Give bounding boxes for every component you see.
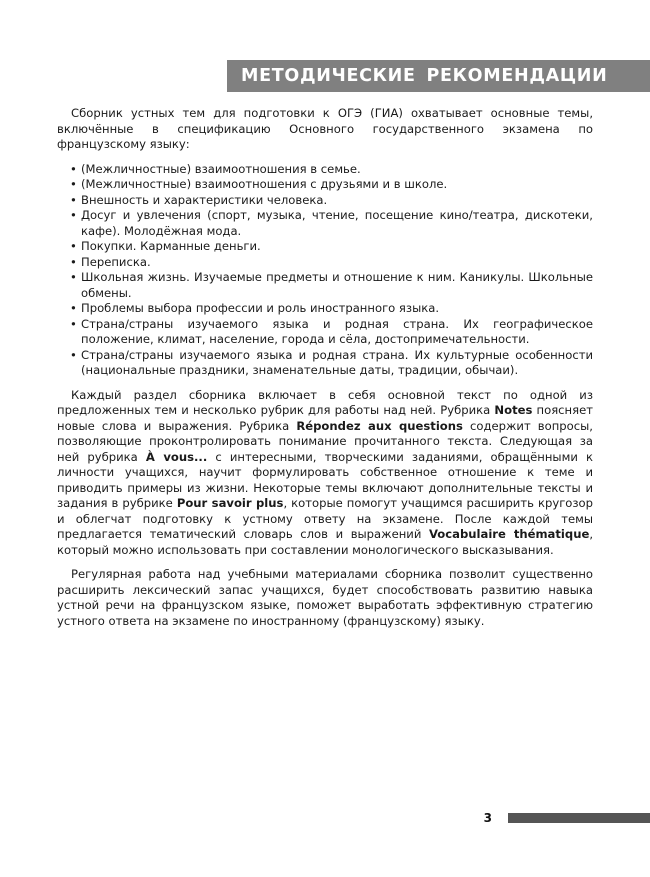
list-item — [57, 255, 593, 271]
list-item — [57, 301, 593, 317]
topic-text: • Страна/страны изучаемого языка и родная страна. Их культурные особенности (национальные праздники, знаменательные даты, традиции, обычаи). — [81, 347, 593, 377]
sections-text-1: Каждый раздел сборника включает в себя основной текст по одной из предложенных тем и несколько рубрик для работы над ней. Рубрика — [57, 387, 593, 417]
list-item — [57, 239, 593, 255]
topic-text: • (Межличностные) взаимоотношения в семье. — [81, 161, 361, 176]
topic-text: • Страна/страны изучаемого языка и родная страна. Их географическое положение, климат, население, города и сёла, достопримечательности. — [81, 316, 593, 346]
sections-text-3: содержит вопросы, позволяющие проконтролировать понимание прочитанного текста. Следующая за ней рубрика — [57, 418, 593, 464]
section-header-band — [227, 60, 650, 92]
sections-text-5: , которые помогут учащимся расширить кругозор и облегчат подготовку к устному ответу на экзамене. После каждой темы предлагается тематический словарь слов и выражений — [57, 496, 593, 541]
rubric-pour-savoir-plus: Pour savoir plus — [176, 496, 284, 510]
list-item — [57, 193, 593, 209]
page-footer — [0, 810, 650, 828]
closing-paragraph: Регулярная работа над учебными материалами сборника позволит существенно расширить лексический запас учащихся, будет способствовать развитию навыка устной речи на французском языке, поможет выработать эффективную стратегию устного ответа на экзамене по иностранному (французскому) языку. — [57, 567, 593, 628]
footer-decorative-bar — [508, 813, 650, 823]
rubric-a-vous: À vous... — [145, 449, 208, 464]
topic-text: • Покупки. Карманные деньги. — [81, 239, 261, 253]
page-title: МЕТОДИЧЕСКИЕ РЕКОМЕНДАЦИИ — [241, 66, 608, 86]
topic-text: • Школьная жизнь. Изучаемые предметы и отношение к ним. Каникулы. Школьные обмены. — [81, 270, 593, 300]
list-item — [57, 348, 593, 379]
document-content — [57, 106, 593, 629]
topic-text: • (Межличностные) взаимоотношения с друзьями и в школе. — [81, 177, 448, 191]
list-item — [57, 270, 593, 301]
topic-text: • Внешность и характеристики человека. — [81, 192, 328, 207]
sections-paragraph — [57, 388, 593, 559]
rubric-repondez-aux-questions: Répondez aux questions — [296, 418, 463, 433]
list-item — [57, 317, 593, 348]
list-item — [57, 208, 593, 239]
page-number: 3 — [483, 811, 492, 825]
list-item — [57, 177, 593, 193]
topic-text: • Переписка. — [81, 254, 151, 269]
rubric-vocabulaire-thematique: Vocabulaire thématique — [428, 527, 590, 541]
list-item — [57, 162, 593, 178]
sections-text-2: поясняет новые слова и выражения. Рубрика — [57, 403, 593, 433]
sections-text-4: с интересными, творческими заданиями, обращёнными к личности учащихся, научит формулировать собственное отношение к теме и приводить примеры из жизни. Некоторые темы включают дополнительные тексты и задания в рубрике — [57, 449, 593, 510]
topics-list — [57, 162, 593, 379]
topic-text: • Проблемы выбора профессии и роль иностранного языка. — [81, 301, 440, 315]
sections-text-6: , который можно использовать при составлении монологического высказывания. — [57, 527, 593, 557]
intro-paragraph: Сборник устных тем для подготовки к ОГЭ (ГИА) охватывает основные темы, включённые в спецификацию Основного государственного экзамена по французскому языку: — [57, 106, 593, 151]
topic-text: • Досуг и увлечения (спорт, музыка, чтение, посещение кино/театра, дискотеки, кафе). Молодёжная мода. — [81, 208, 593, 238]
rubric-notes: Notes — [494, 403, 533, 417]
